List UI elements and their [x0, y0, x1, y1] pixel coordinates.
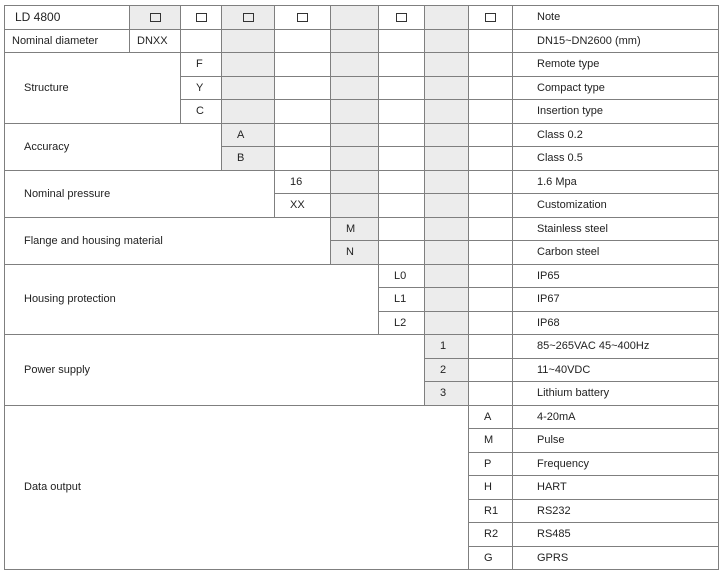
note-cell: RS485 — [513, 523, 719, 547]
note-cell: Customization — [513, 194, 719, 218]
code-cell: R1 — [469, 499, 513, 523]
note-cell: Insertion type — [513, 100, 719, 124]
note-cell: Carbon steel — [513, 241, 719, 265]
code-cell: G — [469, 546, 513, 570]
table-row — [5, 29, 719, 53]
row-label-structure: Structure — [5, 53, 181, 124]
note-cell: Class 0.5 — [513, 147, 719, 171]
note-cell: HART — [513, 476, 719, 500]
table-row — [5, 53, 719, 77]
code-cell: C — [181, 100, 222, 124]
code-cell: F — [181, 53, 222, 77]
note-cell: RS232 — [513, 499, 719, 523]
note-cell: Compact type — [513, 76, 719, 100]
empty-square-icon — [297, 13, 308, 22]
code-cell: DNXX — [130, 29, 181, 53]
code-cell: 1 — [425, 335, 469, 359]
empty-square-icon — [396, 13, 407, 22]
empty-square-icon — [485, 13, 496, 22]
note-cell: GPRS — [513, 546, 719, 570]
code-cell: L2 — [379, 311, 425, 335]
note-cell: Stainless steel — [513, 217, 719, 241]
code-cell: M — [331, 217, 379, 241]
table-row — [5, 123, 719, 147]
model-name: LD 4800 — [5, 6, 130, 30]
note-cell: 4-20mA — [513, 405, 719, 429]
code-cell: L0 — [379, 264, 425, 288]
code-cell: Y — [181, 76, 222, 100]
row-label-flange-material: Flange and housing material — [5, 217, 331, 264]
note-cell: DN15~DN2600 (mm) — [513, 29, 719, 53]
note-cell: 1.6 Mpa — [513, 170, 719, 194]
model-code-table — [4, 5, 719, 570]
code-slot-output — [469, 6, 513, 30]
note-header: Note — [513, 6, 719, 30]
table-row — [5, 335, 719, 359]
note-cell: IP67 — [513, 288, 719, 312]
empty-square-icon — [150, 13, 161, 22]
note-cell: IP65 — [513, 264, 719, 288]
code-cell: A — [222, 123, 275, 147]
note-cell: Frequency — [513, 452, 719, 476]
code-cell: 3 — [425, 382, 469, 406]
code-cell: 2 — [425, 358, 469, 382]
row-label-housing-protection: Housing protection — [5, 264, 379, 335]
code-slot-diameter — [130, 6, 181, 30]
row-label-accuracy: Accuracy — [5, 123, 222, 170]
code-slot-protection — [379, 6, 425, 30]
empty-square-icon — [243, 13, 254, 22]
row-label-nominal-diameter: Nominal diameter — [5, 29, 130, 53]
code-slot-structure — [181, 6, 222, 30]
table-row — [5, 264, 719, 288]
code-cell: XX — [275, 194, 331, 218]
code-slot-material — [331, 6, 379, 30]
code-cell: R2 — [469, 523, 513, 547]
code-slot-pressure — [275, 6, 331, 30]
note-cell: Lithium battery — [513, 382, 719, 406]
table-header-row — [5, 6, 719, 30]
code-cell: A — [469, 405, 513, 429]
code-cell: 16 — [275, 170, 331, 194]
empty-square-icon — [196, 13, 207, 22]
code-cell: N — [331, 241, 379, 265]
row-label-nominal-pressure: Nominal pressure — [5, 170, 275, 217]
code-cell: H — [469, 476, 513, 500]
note-cell: 11~40VDC — [513, 358, 719, 382]
code-slot-accuracy — [222, 6, 275, 30]
note-cell: Remote type — [513, 53, 719, 77]
row-label-data-output: Data output — [5, 405, 469, 570]
row-label-power-supply: Power supply — [5, 335, 425, 406]
table-row — [5, 217, 719, 241]
note-cell: 85~265VAC 45~400Hz — [513, 335, 719, 359]
code-cell: P — [469, 452, 513, 476]
code-slot-power — [425, 6, 469, 30]
code-cell: B — [222, 147, 275, 171]
table-row — [5, 170, 719, 194]
note-cell: Pulse — [513, 429, 719, 453]
note-cell: Class 0.2 — [513, 123, 719, 147]
note-cell: IP68 — [513, 311, 719, 335]
code-cell: M — [469, 429, 513, 453]
table-row — [5, 405, 719, 429]
code-cell: L1 — [379, 288, 425, 312]
